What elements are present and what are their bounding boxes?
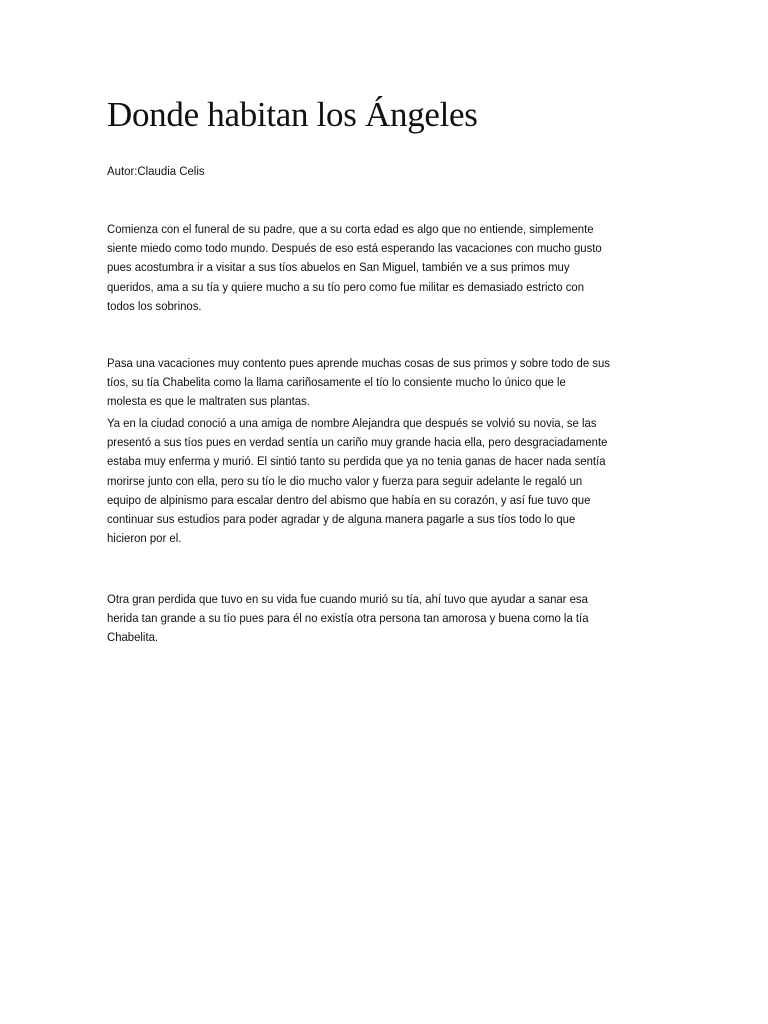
paragraph-line: Comienza con el funeral de su padre, que a su corta edad es algo que no entiende, simplemente: [107, 222, 594, 236]
document-title: Donde habitan los Ángeles: [107, 95, 478, 134]
paragraph-line: molesta es que le maltraten sus plantas.: [107, 394, 310, 409]
paragraph-line: Otra gran perdida que tuvo en su vida fue cuando murió su tía, ahí tuvo que ayudar a sanar esa: [107, 592, 588, 606]
paragraph-2: [107, 354, 656, 412]
paragraph-line: tíos, su tía Chabelita como la llama cariñosamente el tío lo consiente mucho lo único que le: [107, 375, 566, 390]
paragraph-line: morirse junto con ella, pero su tío le dio mucho valor y fuerza para seguir adelante le regaló un: [107, 473, 583, 488]
paragraph-line: Chabelita.: [107, 630, 159, 645]
paragraph-line: presentó a sus tíos pues en verdad sentía un cariño muy grande hacia ella, pero desgraciadamente: [107, 435, 608, 450]
paragraph-line: siente miedo como todo mundo. Después de eso está esperando las vacaciones con mucho gusto: [107, 241, 602, 256]
paragraph-line: Ya en la ciudad conoció a una amiga de nombre Alejandra que después se volvió su novia, se las: [107, 416, 597, 430]
paragraph-line: continuar sus estudios para poder agradar y de alguna manera pagarle a sus tíos todo lo que: [107, 512, 576, 527]
paragraph-4: [107, 590, 656, 648]
paragraph-line: pues acostumbra ir a visitar a sus tíos abuelos en San Miguel, también ve a sus primos muy: [107, 260, 570, 275]
paragraph-line: hicieron por el.: [107, 531, 182, 546]
paragraph-line: estaba muy enferma y murió. El sintió tanto su perdida que ya no tenia ganas de hacer nada sentía: [107, 454, 606, 469]
paragraph-3: [107, 414, 656, 548]
paragraph-line: herida tan grande a su tío pues para él no existía otra persona tan amorosa y buena como la tía: [107, 611, 589, 626]
paragraph-line: queridos, ama a su tía y quiere mucho a su tío pero como fue militar es demasiado estricto con: [107, 279, 585, 294]
paragraph-line: todos los sobrinos.: [107, 298, 202, 313]
paragraph-line: equipo de alpinismo para escalar dentro del abismo que había en su corazón, y así fue tuvo que: [107, 492, 591, 507]
document-author: Autor:Claudia Celis: [107, 164, 205, 178]
paragraph-1: [107, 220, 656, 316]
paragraph-line: Pasa una vacaciones muy contento pues aprende muchas cosas de sus primos y sobre todo de sus: [107, 356, 610, 370]
